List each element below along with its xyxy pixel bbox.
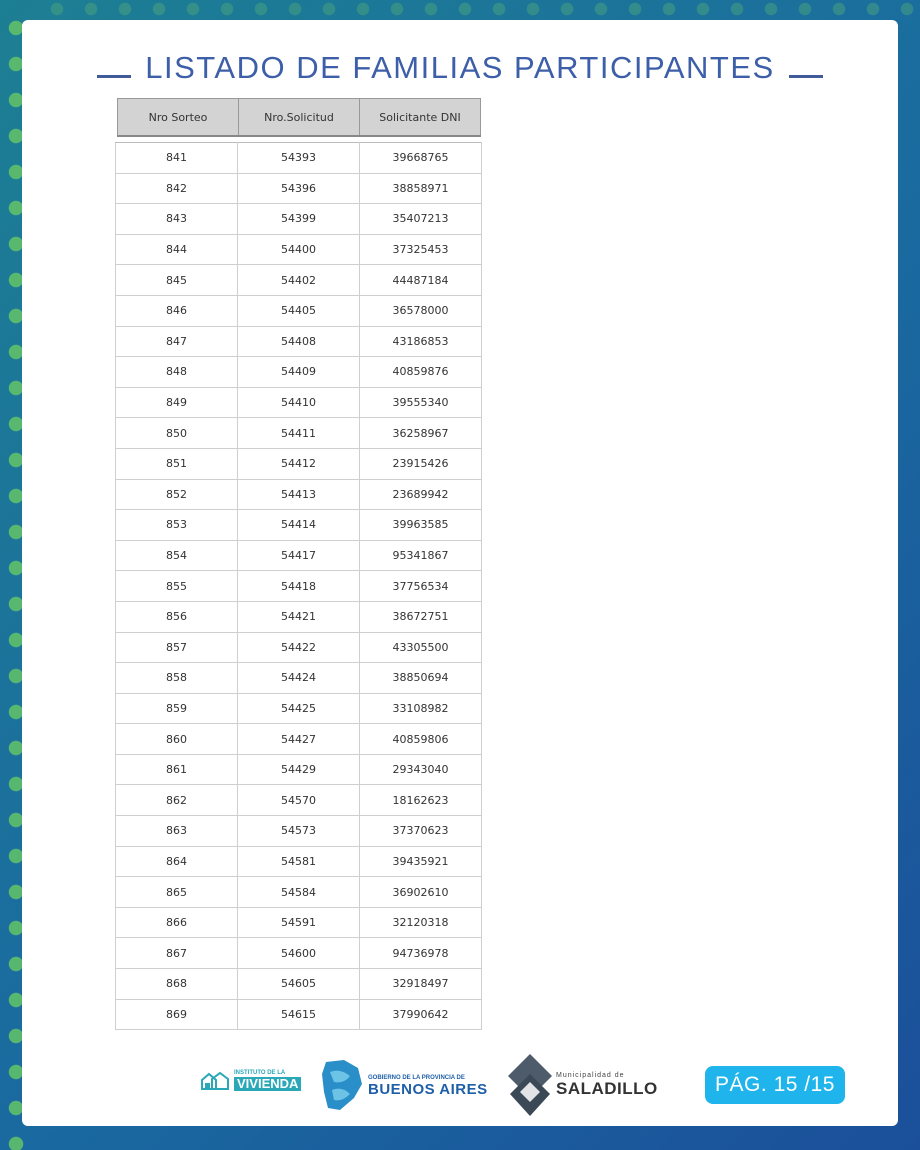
table-row xyxy=(116,265,482,296)
cell-nro-solicitud: 54414 xyxy=(238,510,360,541)
cell-solicitante-dni: 37325453 xyxy=(360,234,482,265)
saladillo-diamond-icon xyxy=(506,1052,554,1118)
cell-nro-solicitud: 54429 xyxy=(238,754,360,785)
cell-nro-sorteo: 848 xyxy=(116,357,238,388)
table-row xyxy=(116,234,482,265)
cell-nro-solicitud: 54411 xyxy=(238,418,360,449)
table-row xyxy=(116,938,482,969)
cell-nro-solicitud: 54424 xyxy=(238,663,360,694)
cell-nro-solicitud: 54591 xyxy=(238,907,360,938)
table-row xyxy=(116,357,482,388)
cell-nro-solicitud: 54402 xyxy=(238,265,360,296)
cell-nro-solicitud: 54393 xyxy=(238,143,360,174)
cell-nro-sorteo: 858 xyxy=(116,663,238,694)
column-header-solicitante-dni: Solicitante DNI xyxy=(360,99,481,137)
cell-solicitante-dni: 39668765 xyxy=(360,143,482,174)
title-bar-left xyxy=(97,75,131,78)
footer xyxy=(22,1050,898,1120)
cell-nro-solicitud: 54427 xyxy=(238,724,360,755)
table-row xyxy=(116,969,482,1000)
cell-solicitante-dni: 32918497 xyxy=(360,969,482,1000)
cell-nro-sorteo: 846 xyxy=(116,295,238,326)
house-icon xyxy=(200,1071,230,1091)
cell-solicitante-dni: 23915426 xyxy=(360,448,482,479)
cell-nro-sorteo: 860 xyxy=(116,724,238,755)
cell-solicitante-dni: 37370623 xyxy=(360,816,482,847)
cell-nro-solicitud: 54615 xyxy=(238,999,360,1030)
title-row xyxy=(22,46,898,90)
cell-nro-solicitud: 54605 xyxy=(238,969,360,1000)
cell-nro-solicitud: 54425 xyxy=(238,693,360,724)
table-row xyxy=(116,816,482,847)
cell-nro-sorteo: 864 xyxy=(116,846,238,877)
cell-nro-sorteo: 859 xyxy=(116,693,238,724)
table-row xyxy=(116,877,482,908)
province-map-icon xyxy=(320,1058,364,1114)
table-row xyxy=(116,479,482,510)
saladillo-logo-small-text: Municipalidad de xyxy=(556,1071,625,1079)
cell-nro-sorteo: 865 xyxy=(116,877,238,908)
cell-nro-solicitud: 54417 xyxy=(238,540,360,571)
table-row xyxy=(116,387,482,418)
cell-nro-sorteo: 852 xyxy=(116,479,238,510)
cell-nro-sorteo: 851 xyxy=(116,448,238,479)
table-row xyxy=(116,785,482,816)
cell-nro-sorteo: 856 xyxy=(116,601,238,632)
cell-nro-sorteo: 841 xyxy=(116,143,238,174)
cell-nro-solicitud: 54570 xyxy=(238,785,360,816)
cell-solicitante-dni: 37990642 xyxy=(360,999,482,1030)
table-row xyxy=(116,571,482,602)
cell-nro-solicitud: 54418 xyxy=(238,571,360,602)
cell-nro-sorteo: 869 xyxy=(116,999,238,1030)
document-page xyxy=(22,20,898,1126)
cell-nro-sorteo: 843 xyxy=(116,204,238,235)
cell-solicitante-dni: 32120318 xyxy=(360,907,482,938)
table-row xyxy=(116,663,482,694)
column-header-nro-sorteo: Nro Sorteo xyxy=(118,99,239,137)
table-row xyxy=(116,143,482,174)
cell-nro-solicitud: 54581 xyxy=(238,846,360,877)
instituto-vivienda-logo xyxy=(200,1070,301,1091)
cell-solicitante-dni: 38850694 xyxy=(360,663,482,694)
cell-nro-sorteo: 854 xyxy=(116,540,238,571)
saladillo-logo xyxy=(506,1052,658,1118)
cell-solicitante-dni: 33108982 xyxy=(360,693,482,724)
cell-nro-sorteo: 863 xyxy=(116,816,238,847)
table-row xyxy=(116,326,482,357)
buenos-aires-logo xyxy=(320,1058,488,1114)
title-bar-right xyxy=(789,75,823,78)
cell-nro-solicitud: 54600 xyxy=(238,938,360,969)
cell-nro-sorteo: 847 xyxy=(116,326,238,357)
column-header-nro-solicitud: Nro.Solicitud xyxy=(239,99,360,137)
cell-nro-sorteo: 857 xyxy=(116,632,238,663)
table-row xyxy=(116,693,482,724)
table-row xyxy=(116,418,482,449)
cell-nro-sorteo: 867 xyxy=(116,938,238,969)
cell-nro-solicitud: 54409 xyxy=(238,357,360,388)
cell-nro-solicitud: 54408 xyxy=(238,326,360,357)
table-row xyxy=(116,601,482,632)
cell-nro-solicitud: 54399 xyxy=(238,204,360,235)
table-row xyxy=(116,754,482,785)
cell-nro-sorteo: 862 xyxy=(116,785,238,816)
cell-solicitante-dni: 37756534 xyxy=(360,571,482,602)
page-title: LISTADO DE FAMILIAS PARTICIPANTES xyxy=(145,50,775,85)
cell-nro-solicitud: 54421 xyxy=(238,601,360,632)
table-row xyxy=(116,999,482,1030)
cell-solicitante-dni: 29343040 xyxy=(360,754,482,785)
cell-solicitante-dni: 38858971 xyxy=(360,173,482,204)
cell-nro-sorteo: 866 xyxy=(116,907,238,938)
ba-logo-big-text: BUENOS AIRES xyxy=(368,1080,488,1098)
cell-nro-sorteo: 861 xyxy=(116,754,238,785)
cell-nro-sorteo: 842 xyxy=(116,173,238,204)
cell-nro-solicitud: 54400 xyxy=(238,234,360,265)
cell-solicitante-dni: 38672751 xyxy=(360,601,482,632)
table-row xyxy=(116,724,482,755)
cell-solicitante-dni: 39963585 xyxy=(360,510,482,541)
cell-nro-solicitud: 54412 xyxy=(238,448,360,479)
cell-solicitante-dni: 39555340 xyxy=(360,387,482,418)
cell-nro-solicitud: 54422 xyxy=(238,632,360,663)
table-row xyxy=(116,173,482,204)
page-number-badge: PÁG. 15 /15 xyxy=(705,1066,845,1104)
table-row xyxy=(116,295,482,326)
cell-solicitante-dni: 35407213 xyxy=(360,204,482,235)
cell-solicitante-dni: 43186853 xyxy=(360,326,482,357)
ba-logo-small-text: GOBIERNO DE LA PROVINCIA DE xyxy=(368,1074,465,1081)
cell-nro-solicitud: 54405 xyxy=(238,295,360,326)
decorative-dots-top xyxy=(40,0,920,18)
cell-nro-solicitud: 54413 xyxy=(238,479,360,510)
table-row xyxy=(116,907,482,938)
cell-nro-sorteo: 845 xyxy=(116,265,238,296)
cell-solicitante-dni: 44487184 xyxy=(360,265,482,296)
cell-solicitante-dni: 36902610 xyxy=(360,877,482,908)
cell-solicitante-dni: 36578000 xyxy=(360,295,482,326)
cell-nro-sorteo: 849 xyxy=(116,387,238,418)
cell-nro-solicitud: 54410 xyxy=(238,387,360,418)
saladillo-logo-big-text: SALADILLO xyxy=(556,1078,658,1098)
table-row xyxy=(116,204,482,235)
cell-solicitante-dni: 40859806 xyxy=(360,724,482,755)
cell-nro-sorteo: 855 xyxy=(116,571,238,602)
cell-nro-solicitud: 54573 xyxy=(238,816,360,847)
cell-solicitante-dni: 40859876 xyxy=(360,357,482,388)
cell-solicitante-dni: 95341867 xyxy=(360,540,482,571)
cell-solicitante-dni: 39435921 xyxy=(360,846,482,877)
table-row xyxy=(116,448,482,479)
cell-solicitante-dni: 94736978 xyxy=(360,938,482,969)
participants-table xyxy=(115,142,482,1030)
cell-solicitante-dni: 18162623 xyxy=(360,785,482,816)
cell-solicitante-dni: 36258967 xyxy=(360,418,482,449)
cell-nro-sorteo: 868 xyxy=(116,969,238,1000)
cell-solicitante-dni: 23689942 xyxy=(360,479,482,510)
ivba-logo-big-text: VIVIENDA xyxy=(234,1077,301,1091)
table-row xyxy=(116,632,482,663)
cell-solicitante-dni: 43305500 xyxy=(360,632,482,663)
cell-nro-solicitud: 54584 xyxy=(238,877,360,908)
cell-nro-sorteo: 850 xyxy=(116,418,238,449)
table-row xyxy=(116,540,482,571)
cell-nro-solicitud: 54396 xyxy=(238,173,360,204)
cell-nro-sorteo: 853 xyxy=(116,510,238,541)
table-row xyxy=(116,846,482,877)
table-row xyxy=(116,510,482,541)
decorative-dots-left xyxy=(0,0,24,1150)
cell-nro-sorteo: 844 xyxy=(116,234,238,265)
ivba-logo-small-text: INSTITUTO DE LA xyxy=(234,1070,286,1076)
table-header xyxy=(117,98,481,137)
